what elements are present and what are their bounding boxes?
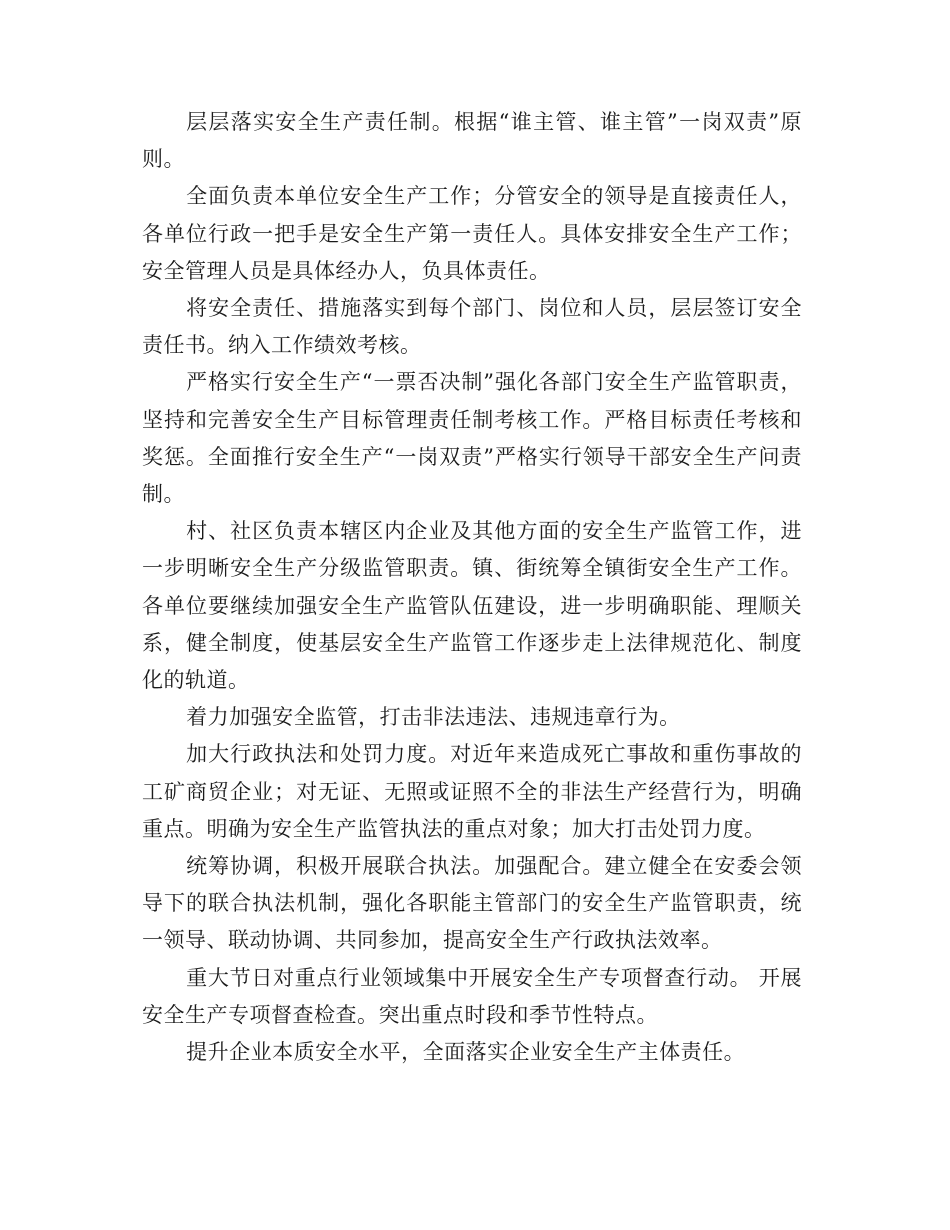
- paragraph: 村、社区负责本辖区内企业及其他方面的安全生产监管工作，进一步明晰安全生产分级监管职责。镇、街统筹全镇街安全生产工作。各单位要继续加强安全生产监管队伍建设，进一步明确职能、理顺关系，健全制度，使基层安全生产监管工作逐步走上法律规范化、制度化的轨道。: [142, 519, 802, 693]
- document-body: [142, 104, 802, 1071]
- paragraph: 加大行政执法和处罚力度。对近年来造成死亡事故和重伤事故的工矿商贸企业；对无证、无照或证照不全的非法生产经营行为，明确重点。明确为安全生产监管执法的重点对象；加大打击处罚力度。: [142, 742, 802, 841]
- paragraph: 全面负责本单位安全生产工作；分管安全的领导是直接责任人，各单位行政一把手是安全生产第一责任人。具体安排安全生产工作；安全管理人员是具体经办人，负具体责任。: [142, 184, 802, 283]
- paragraph: 着力加强安全监管，打击非法违法、违规违章行为。: [186, 705, 681, 730]
- paragraph: 统筹协调，积极开展联合执法。加强配合。建立健全在安委会领导下的联合执法机制，强化各职能主管部门的安全生产监管职责，统一领导、联动协调、共同参加，提高安全生产行政执法效率。: [142, 854, 802, 953]
- paragraph: 将安全责任、措施落实到每个部门、岗位和人员，层层签订安全责任书。纳入工作绩效考核。: [142, 296, 802, 358]
- paragraph: 重大节日对重点行业领域集中开展安全生产专项督查行动。 开展安全生产专项督查检查。突出重点时段和季节性特点。: [142, 965, 802, 1027]
- paragraph: 层层落实安全生产责任制。根据“谁主管、谁主管”一岗双责”原则。: [142, 110, 802, 172]
- paragraph: 提升企业本质安全水平，全面落实企业安全生产主体责任。: [186, 1040, 746, 1065]
- paragraph: 严格实行安全生产“一票否决制”强化各部门安全生产监管职责，坚持和完善安全生产目标管理责任制考核工作。严格目标责任考核和奖惩。全面推行安全生产“一岗双责”严格实行领导干部安全生产问责制。: [142, 370, 802, 507]
